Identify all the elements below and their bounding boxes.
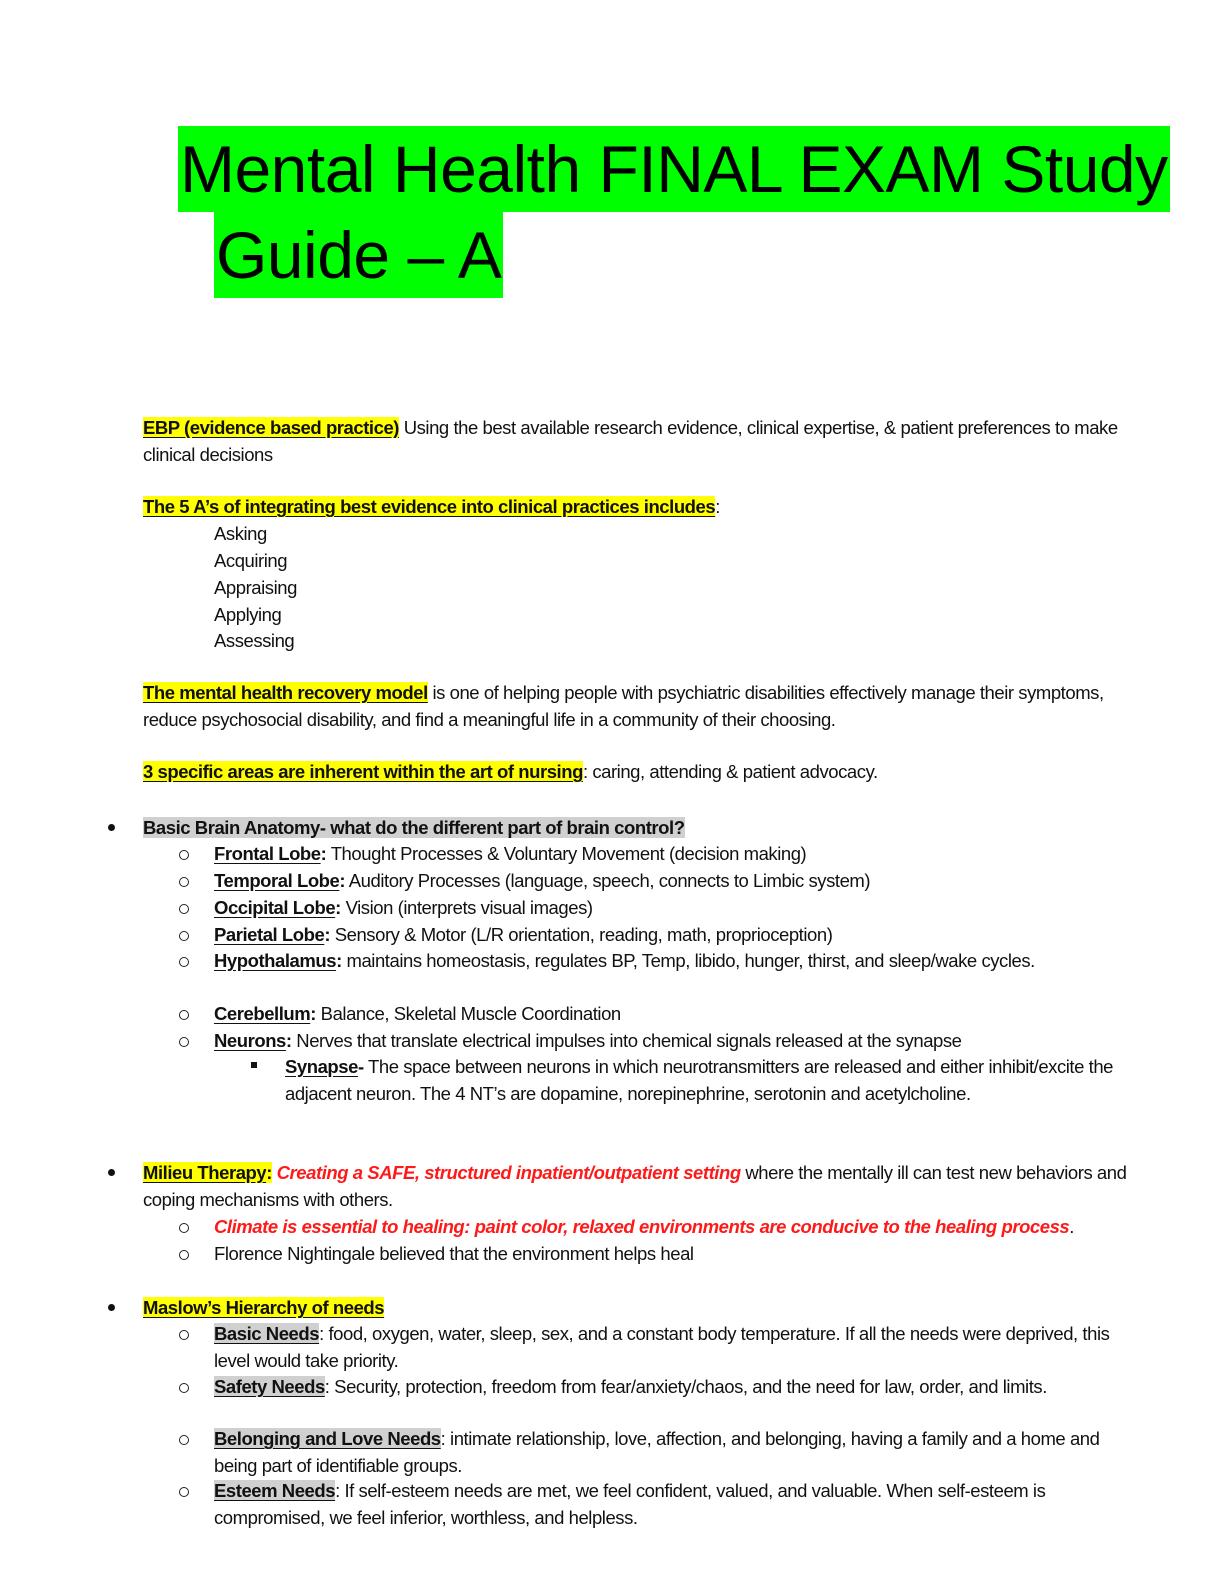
sep: :: [266, 1162, 272, 1183]
circle-bullet-icon: [179, 957, 189, 967]
ebp-paragraph: [143, 415, 1133, 468]
circle-bullet-icon: [179, 877, 189, 887]
recovery-paragraph: [143, 680, 1143, 733]
recovery-text: is one of helping people with psychiatric disabilities effectively manage their symptoms, reduce psychosocial disability, and find a meaningful life in a community of their choosing.: [143, 682, 1104, 730]
circle-bullet-icon: [179, 1487, 189, 1497]
maslow-heading: [143, 1295, 384, 1322]
sep: :: [324, 924, 331, 945]
maslow-term: Belonging and Love Needs: [214, 1428, 441, 1449]
milieu-text: where the mentally ill can test new behaviors and coping mechanisms with others.: [143, 1162, 1127, 1210]
ebp-term: EBP (evidence based practice): [143, 417, 400, 438]
bullet-icon: [108, 1304, 115, 1311]
circle-bullet-icon: [179, 1010, 189, 1020]
circle-bullet-icon: [179, 1435, 189, 1445]
bullet-icon: [108, 1169, 115, 1176]
ebp-text: Using the best available research evidence, clinical expertise, & patient preferences to make clinical decisions: [143, 417, 1118, 465]
brain-term: Occipital Lobe: [214, 897, 336, 918]
milieu-red-text: Creating a SAFE, structured inpatient/outpatient setting: [271, 1162, 741, 1183]
maslow-desc: : food, oxygen, water, sleep, sex, and a constant body temperature. If all the needs were deprived, this level would take priority.: [214, 1323, 1110, 1371]
maslow-heading-text: Maslow’s Hierarchy of needs: [143, 1297, 385, 1318]
brain-desc: Auditory Processes (language, speech, connects to Limbic system): [345, 870, 871, 891]
brain-item: [214, 895, 1134, 922]
five-as-heading: [143, 494, 1133, 521]
five-as-item: Acquiring: [214, 550, 288, 571]
milieu-sub-red: Climate is essential to healing: paint color, relaxed environments are conducive to the healing process: [214, 1216, 1070, 1237]
sep: :: [335, 897, 341, 918]
brain-term: Temporal Lobe: [214, 870, 340, 891]
maslow-item: [214, 1374, 1129, 1401]
brain-item: [214, 868, 1134, 895]
circle-bullet-icon: [179, 931, 189, 941]
circle-bullet-icon: [179, 1223, 189, 1233]
maslow-desc: : intimate relationship, love, affection, and belonging, having a family and a home and being part of identifiable groups.: [214, 1428, 1100, 1476]
synapse-item: [285, 1054, 1115, 1107]
maslow-term: Esteem Needs: [214, 1480, 336, 1501]
brain-term: Hypothalamus: [214, 950, 337, 971]
sep: -: [357, 1056, 364, 1077]
brain-item: [214, 1028, 1134, 1055]
circle-bullet-icon: [179, 1037, 189, 1047]
brain-term: Neurons: [214, 1030, 286, 1051]
brain-item: [214, 922, 1134, 949]
five-as-item: Applying: [214, 604, 282, 625]
brain-heading: [143, 815, 685, 842]
maslow-item: [214, 1426, 1124, 1479]
sep: :: [336, 950, 342, 971]
maslow-desc: : If self-esteem needs are met, we feel confident, valued, and valuable. When self-esteem is compromised, we feel inferior, worthless, and helpless.: [214, 1480, 1046, 1528]
brain-term: Cerebellum: [214, 1003, 311, 1024]
milieu-sub: Florence Nightingale believed that the environment helps heal: [214, 1243, 694, 1264]
sep: :: [310, 1003, 316, 1024]
brain-heading-text: Basic Brain Anatomy- what do the different part of brain control?: [143, 817, 685, 838]
synapse-term: Synapse: [285, 1056, 358, 1077]
circle-bullet-icon: [179, 1250, 189, 1260]
circle-bullet-icon: [179, 1383, 189, 1393]
five-as-item: Assessing: [214, 630, 295, 651]
five-as-item: Asking: [214, 523, 267, 544]
brain-item: [214, 948, 1094, 975]
brain-desc: Sensory & Motor (L/R orientation, reading, math, proprioception): [330, 924, 833, 945]
milieu-sub: [214, 1214, 1074, 1241]
maslow-item: [214, 1478, 1139, 1531]
brain-term: Parietal Lobe: [214, 924, 325, 945]
title-line-1: Mental Health FINAL EXAM Study: [178, 126, 1170, 212]
maslow-desc: : Security, protection, freedom from fear/anxiety/chaos, and the need for law, order, and limits.: [324, 1376, 1047, 1397]
nursing-text: : caring, attending & patient advocacy.: [582, 761, 878, 782]
maslow-term: Safety Needs: [214, 1376, 325, 1397]
milieu-term: Milieu Therapy: [143, 1162, 267, 1183]
brain-term: Frontal Lobe: [214, 843, 321, 864]
sep: :: [285, 1030, 292, 1051]
square-bullet-icon: [251, 1062, 257, 1068]
recovery-term: The mental health recovery model: [143, 682, 428, 703]
brain-desc: Thought Processes & Voluntary Movement (decision making): [326, 843, 807, 864]
circle-bullet-icon: [179, 1330, 189, 1340]
nursing-term: 3 specific areas are inherent within the art of nursing: [143, 761, 583, 782]
title-line-2: Guide – A: [214, 212, 503, 298]
circle-bullet-icon: [179, 904, 189, 914]
five-as-colon: :: [715, 496, 720, 517]
sep: :: [320, 843, 327, 864]
period: .: [1069, 1216, 1074, 1237]
brain-desc: Vision (interprets visual images): [340, 897, 593, 918]
brain-item: [214, 841, 1134, 868]
maslow-item: [214, 1321, 1114, 1374]
synapse-desc: The space between neurons in which neurotransmitters are released and either inhibit/excite the adjacent neuron. The 4 NT’s are dopamine, norepinephrine, serotonin and acetylcholine.: [285, 1056, 1114, 1104]
five-as-term: The 5 A’s of integrating best evidence into clinical practices includes: [143, 496, 716, 517]
nursing-paragraph: [143, 759, 1143, 786]
five-as-item: Appraising: [214, 577, 297, 598]
bullet-icon: [108, 824, 115, 831]
milieu-paragraph: [143, 1160, 1133, 1213]
circle-bullet-icon: [179, 850, 189, 860]
brain-desc: Balance, Skeletal Muscle Coordination: [315, 1003, 621, 1024]
maslow-term: Basic Needs: [214, 1323, 320, 1344]
brain-desc: maintains homeostasis, regulates BP, Temp, libido, hunger, thirst, and sleep/wake cycles.: [341, 950, 1035, 971]
sep: :: [339, 870, 346, 891]
brain-desc: Nerves that translate electrical impulses into chemical signals released at the synapse: [291, 1030, 962, 1051]
brain-item: [214, 1001, 1134, 1028]
